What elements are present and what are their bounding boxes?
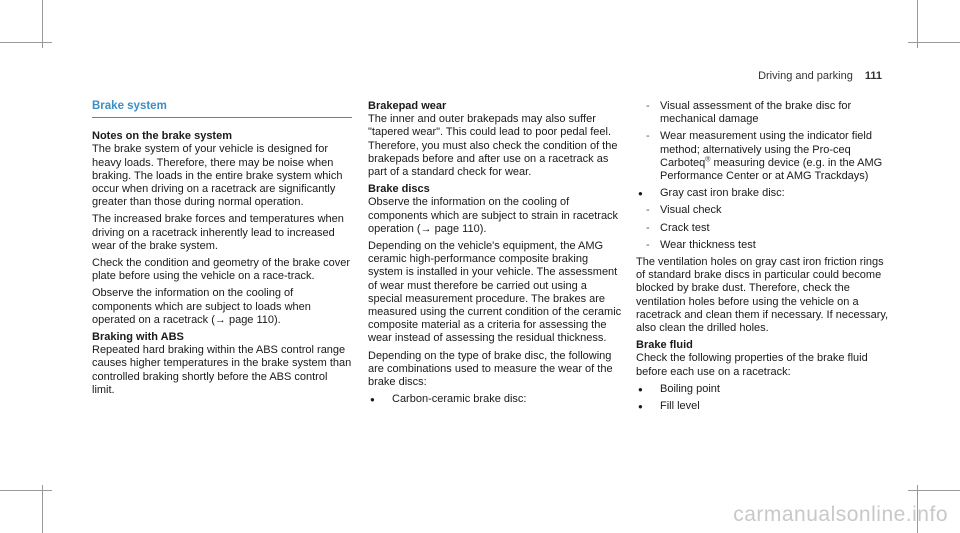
list-item-text: Wear measurement using the indicator field method; alternatively using the Pro-ceq Carboteq xyxy=(660,130,872,169)
list-item: ● Carbon-ceramic brake disc: xyxy=(368,393,624,406)
page-number: 111 xyxy=(864,70,882,82)
bullet-list xyxy=(368,393,624,406)
crop-mark xyxy=(908,42,960,43)
header-section: Driving and parking xyxy=(758,70,853,82)
dash-list xyxy=(636,204,894,252)
list-item-text: measuring device (e.g. in the AMG Performance Center or at AMG Trackdays) xyxy=(660,156,883,183)
list-item: - Visual assessment of the brake disc for mechanical damage xyxy=(636,100,894,126)
paragraph: Observe the information on the cooling of components which are subject to strain in racetrack operation (→ page 110). xyxy=(368,196,619,235)
crop-mark xyxy=(42,485,43,533)
column-1 xyxy=(92,100,352,401)
paragraph: The increased brake forces and temperatures when driving on a racetrack inherently lead to increased wear of the brake system. xyxy=(92,213,344,252)
paragraph: Depending on the type of brake disc, the following are combinations used to measure the wear of the brake discs: xyxy=(368,349,613,389)
heading-brake-fluid: Brake fluid xyxy=(636,339,693,352)
paragraph: Check the following properties of the brake fluid before each use on a racetrack: xyxy=(636,352,868,378)
crop-mark xyxy=(0,42,52,43)
paragraph: Depending on the vehicle's equipment, the AMG ceramic high-performance composite braking system is installed in your vehicle. The assessment of wear must therefore be carried out using a special measurement procedure. The brakes are measured using the current condition of the ceramic composite material as a criteria for assessing the wear instead of assessing the residual thickness. xyxy=(368,240,622,345)
crop-mark xyxy=(42,0,43,48)
dash-list xyxy=(636,100,894,183)
column-3 xyxy=(636,100,894,417)
running-header xyxy=(758,70,882,82)
bullet-list xyxy=(636,187,894,200)
list-item: - Wear thickness test xyxy=(636,239,894,252)
heading-notes: Notes on the brake system xyxy=(92,130,232,143)
paragraph: The inner and outer brakepads may also suffer "tapered wear". This could lead to poor pedal feel. Therefore, you must also check the condition of the brakepads before and after use on a racetrack as part of a standard check for wear. xyxy=(368,113,618,179)
watermark: carmanualsonline.info xyxy=(733,503,948,526)
paragraph: Observe the information on the cooling of components which are subject to loads when operated on a racetrack (→ page 110). xyxy=(92,287,311,326)
list-item: ● Boiling point xyxy=(636,383,894,396)
bullet-list xyxy=(636,383,894,413)
paragraph: The ventilation holes on gray cast iron friction rings of standard brake discs in particular could become blocked by brake dust. Therefore, check the ventilation holes before using the vehicle on a racetrack and clean them if necessary. If necessary, also clean the drilled holes. xyxy=(636,256,889,335)
crop-mark xyxy=(0,490,52,491)
list-item: - Crack test xyxy=(636,222,894,235)
list-item: - Visual check xyxy=(636,204,894,217)
registered-mark: ® xyxy=(705,156,711,164)
paragraph: Check the condition and geometry of the brake cover plate before using the vehicle on a race-track. xyxy=(92,257,351,283)
section-title: Brake system xyxy=(92,100,352,118)
crop-mark xyxy=(908,490,960,491)
list-item: ● Gray cast iron brake disc: xyxy=(636,187,894,200)
heading-brake-discs: Brake discs xyxy=(368,183,430,196)
heading-brakepad-wear: Brakepad wear xyxy=(368,100,447,112)
crop-mark xyxy=(917,0,918,48)
paragraph: Repeated hard braking within the ABS control range causes higher temperatures in the brake system than controlled braking shortly before the ABS control limit. xyxy=(92,344,352,396)
heading-abs: Braking with ABS xyxy=(92,331,184,344)
list-item xyxy=(636,130,894,183)
paragraph: The brake system of your vehicle is designed for heavy loads. Therefore, there may be noise when braking. The loads in the entire brake system which occur when driving on a racetrack are significantly greater than those during normal operation. xyxy=(92,143,343,209)
column-2 xyxy=(368,100,624,410)
list-item: ● Fill level xyxy=(636,400,894,413)
